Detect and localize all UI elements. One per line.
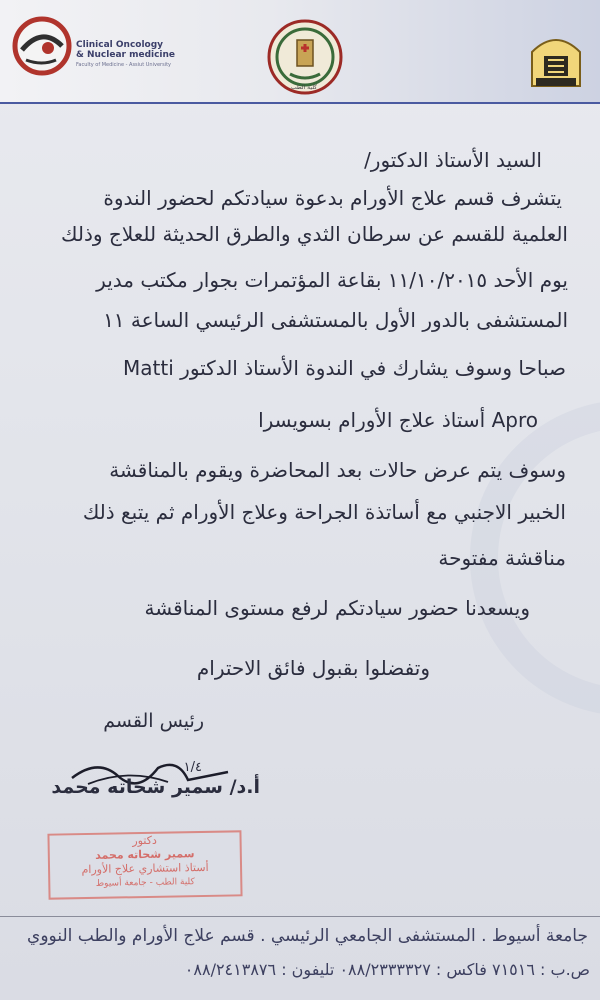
oncology-dept-subtitle: Faculty of Medicine - Assiut University xyxy=(76,62,171,68)
body-line-3: يوم الأحد ١١/١٠/٢٠١٥ بقاعة المؤتمرات بجوار مكتب مدير xyxy=(96,268,568,292)
oncology-title-line2: & Nuclear medicine xyxy=(76,50,176,60)
body-line-7: وسوف يتم عرض حالات بعد المحاضرة ويقوم بالمناقشة xyxy=(109,458,566,482)
signatory-name: أ.د/ سمير شحاته محمد xyxy=(51,776,260,798)
salutation: السيد الأستاذ الدكتور/ xyxy=(364,148,542,172)
letterhead xyxy=(0,0,600,104)
footer-contact: ص.ب : ٧١٥١٦ فاكس : ٠٨٨/٢٣٣٣٣٢٧ تليفون : ٠٨٨/٢٤١٣٨٧٦ xyxy=(184,960,590,979)
body-line-9: مناقشة مفتوحة xyxy=(438,546,566,570)
hospital-crest-label: كلية الطب xyxy=(290,84,318,91)
oncology-dept-title xyxy=(76,40,175,60)
official-stamp xyxy=(47,830,242,899)
assiut-university-logo-icon xyxy=(528,26,584,92)
signature-date-note: ١/٤ xyxy=(183,760,202,775)
oncology-title-line1: Clinical Oncology xyxy=(76,40,164,50)
body-line-6: Apro أستاذ علاج الأورام بسويسرا xyxy=(258,408,538,432)
closing-line-1: ويسعدنا حضور سيادتكم لرفع مستوى المناقشة xyxy=(144,596,530,620)
signature-title: رئيس القسم xyxy=(103,710,204,732)
body-line-4: المستشفى بالدور الأول بالمستشفى الرئيسي الساعة ١١ xyxy=(103,308,568,332)
footer-address: جامعة أسيوط . المستشفى الجامعي الرئيسي . قسم علاج الأورام والطب النووي xyxy=(27,926,588,946)
oncology-dept-logo-icon xyxy=(12,16,72,76)
footer-divider xyxy=(0,916,600,917)
stamp-line-1: دكتور xyxy=(132,833,157,848)
body-line-8: الخبير الاجنبي مع أساتذة الجراحة وعلاج الأورام ثم يتبع ذلك xyxy=(82,500,566,524)
stamp-line-4: كلية الطب - جامعة أسيوط xyxy=(95,877,195,889)
stamp-line-3: أستاذ استشاري علاج الأورام xyxy=(81,860,209,877)
body-line-2: العلمية للقسم عن سرطان الثدي والطرق الحديثة للعلاج وذلك xyxy=(61,222,568,246)
stamp-line-2: سمير شحاته محمد xyxy=(95,847,195,862)
body-line-1: يتشرف قسم علاج الأورام بدعوة سيادتكم لحضور الندوة xyxy=(103,186,562,210)
closing-line-2: وتفضلوا بقبول فائق الاحترام xyxy=(196,656,430,680)
body-line-5: صباحا وسوف يشارك في الندوة الأستاذ الدكتور Matti xyxy=(123,356,566,380)
